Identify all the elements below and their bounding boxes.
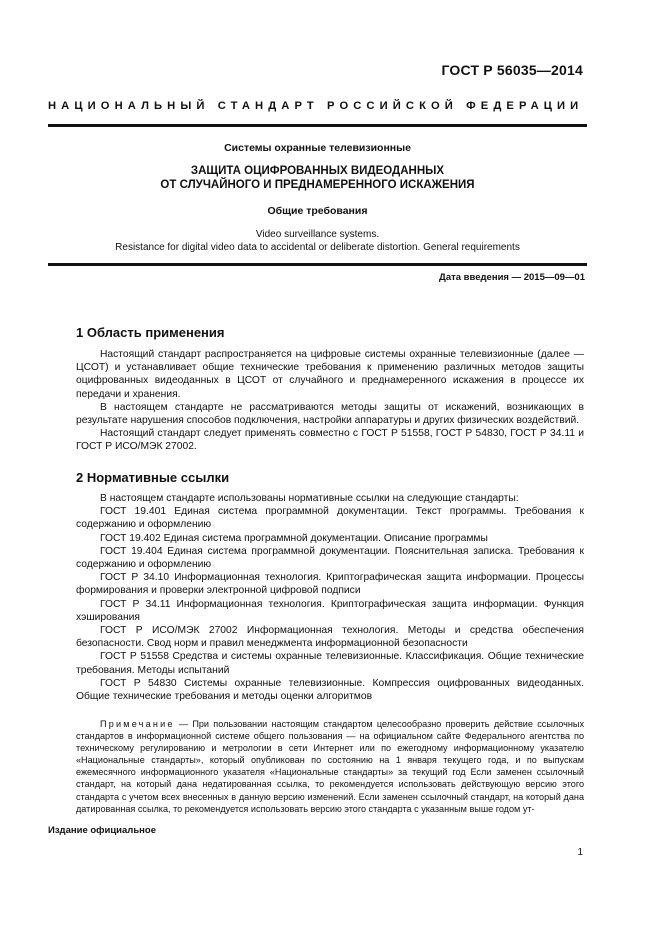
- section-2-body: [76, 492, 584, 703]
- reference-item: ГОСТ 19.402 Единая система программной документации. Описание программы: [100, 532, 488, 544]
- middle-rule: [48, 263, 587, 266]
- english-title-line-2: Resistance for digital video data to accidental or deliberate distortion. General requirements: [115, 242, 520, 253]
- note-label: Примечание: [100, 719, 175, 729]
- reference-item: ГОСТ Р 54830 Системы охранные телевизионные. Компрессия оцифрованных видеоданных. Общие технические требования и методы оценки алгоритмов: [76, 677, 584, 703]
- section-1-paragraph: Настоящий стандарт распространяется на цифровые системы охранные телевизионные (далее — ЦСОТ) и устанавливает общие технические требования к применению различных методов защиты оцифрованных видеоданных в ЦСОТ от случайного и преднамеренного искажения в процессе их передачи и хранения.: [76, 349, 584, 400]
- introduction-date: Дата введения — 2015—09—01: [439, 272, 585, 283]
- section-1-paragraph: Настоящий стандарт следует применять совместно с ГОСТ Р 51558, ГОСТ Р 54830, ГОСТ Р 34.11 и ГОСТ Р ИСО/МЭК 27002.: [76, 428, 584, 453]
- note-text: — При пользовании настоящим стандартом целесообразно проверить действие ссылочных стандартов в информационной системе общего пользования — на официальном сайте Федерального агентства по техническому регулированию и метрологии в сети Интернет или по ежегодному информационному указателю «Национальные стандарты», который опубликован по состоянию на 1 января текущего года, и по выпускам ежемесячного информационного указателя «Национальные стандарты» за текущий год Если заменен ссылочный стандарт, на который дана недатированная ссылка, то рекомендуется использовать действующую версию этого стандарта с учетом всех внесенных в данную версию изменений. Если заменен ссылочный стандарт, на который дана датированная ссылка, то рекомендуется использовать версию этого стандарта с указанным выше годом ут-: [76, 719, 584, 814]
- section-1-paragraph: В настоящем стандарте не рассматриваются методы защиты от искажений, возникающих в результате нарушения способов подключения, настройки аппаратуры и других физических воздействий.: [76, 401, 584, 427]
- national-standard-banner: НАЦИОНАЛЬНЫЙ СТАНДАРТ РОССИЙСКОЙ ФЕДЕРАЦИИ: [48, 100, 584, 112]
- section-1-heading: 1 Область применения: [76, 325, 225, 340]
- document-subtitle: Общие требования: [267, 205, 368, 217]
- section-2-intro: В настоящем стандарте использованы нормативные ссылки на следующие стандарты:: [100, 493, 519, 504]
- reference-item: ГОСТ Р ИСО/МЭК 27002 Информационная технология. Методы и средства обеспечения безопасности. Свод норм и правил менеджмента информационной безопасности: [76, 625, 584, 650]
- note-block: [76, 718, 584, 815]
- edition-label: Издание официальное: [48, 825, 156, 836]
- reference-item: ГОСТ 19.401 Единая система программной документации. Текст программы. Требования к содержанию и оформлению: [76, 506, 584, 531]
- gost-code: ГОСТ Р 56035—2014: [441, 62, 583, 78]
- reference-item: ГОСТ 19.404 Единая система программной документации. Пояснительная записка. Требования к содержанию и оформлению: [76, 545, 584, 571]
- section-1-body: [76, 348, 584, 454]
- title-line-2: ОТ СЛУЧАЙНОГО И ПРЕДНАМЕРЕННОГО ИСКАЖЕНИЯ: [160, 179, 475, 191]
- subject-line: Системы охранные телевизионные: [224, 142, 411, 154]
- section-2-heading: 2 Нормативные ссылки: [76, 470, 230, 485]
- reference-item: ГОСТ Р 34.11 Информационная технология. Криптографическая защита информации. Функция хэширования: [76, 598, 584, 623]
- english-title: [48, 228, 587, 254]
- reference-item: ГОСТ Р 51558 Средства и системы охранные телевизионные. Классификация. Общие технические требования. Методы испытаний: [76, 651, 584, 676]
- page-number: 1: [577, 847, 583, 858]
- english-title-line-1: Video surveillance systems.: [255, 229, 380, 240]
- reference-item: ГОСТ Р 34.10 Информационная технология. Криптографическая защита информации. Процессы формирования и проверки электронной цифровой подписи: [76, 572, 584, 597]
- note-paragraph: [76, 718, 584, 815]
- title-line-1: ЗАЩИТА ОЦИФРОВАННЫХ ВИДЕОДАННЫХ: [190, 165, 445, 177]
- document-title: [48, 164, 587, 192]
- top-rule: [48, 124, 587, 127]
